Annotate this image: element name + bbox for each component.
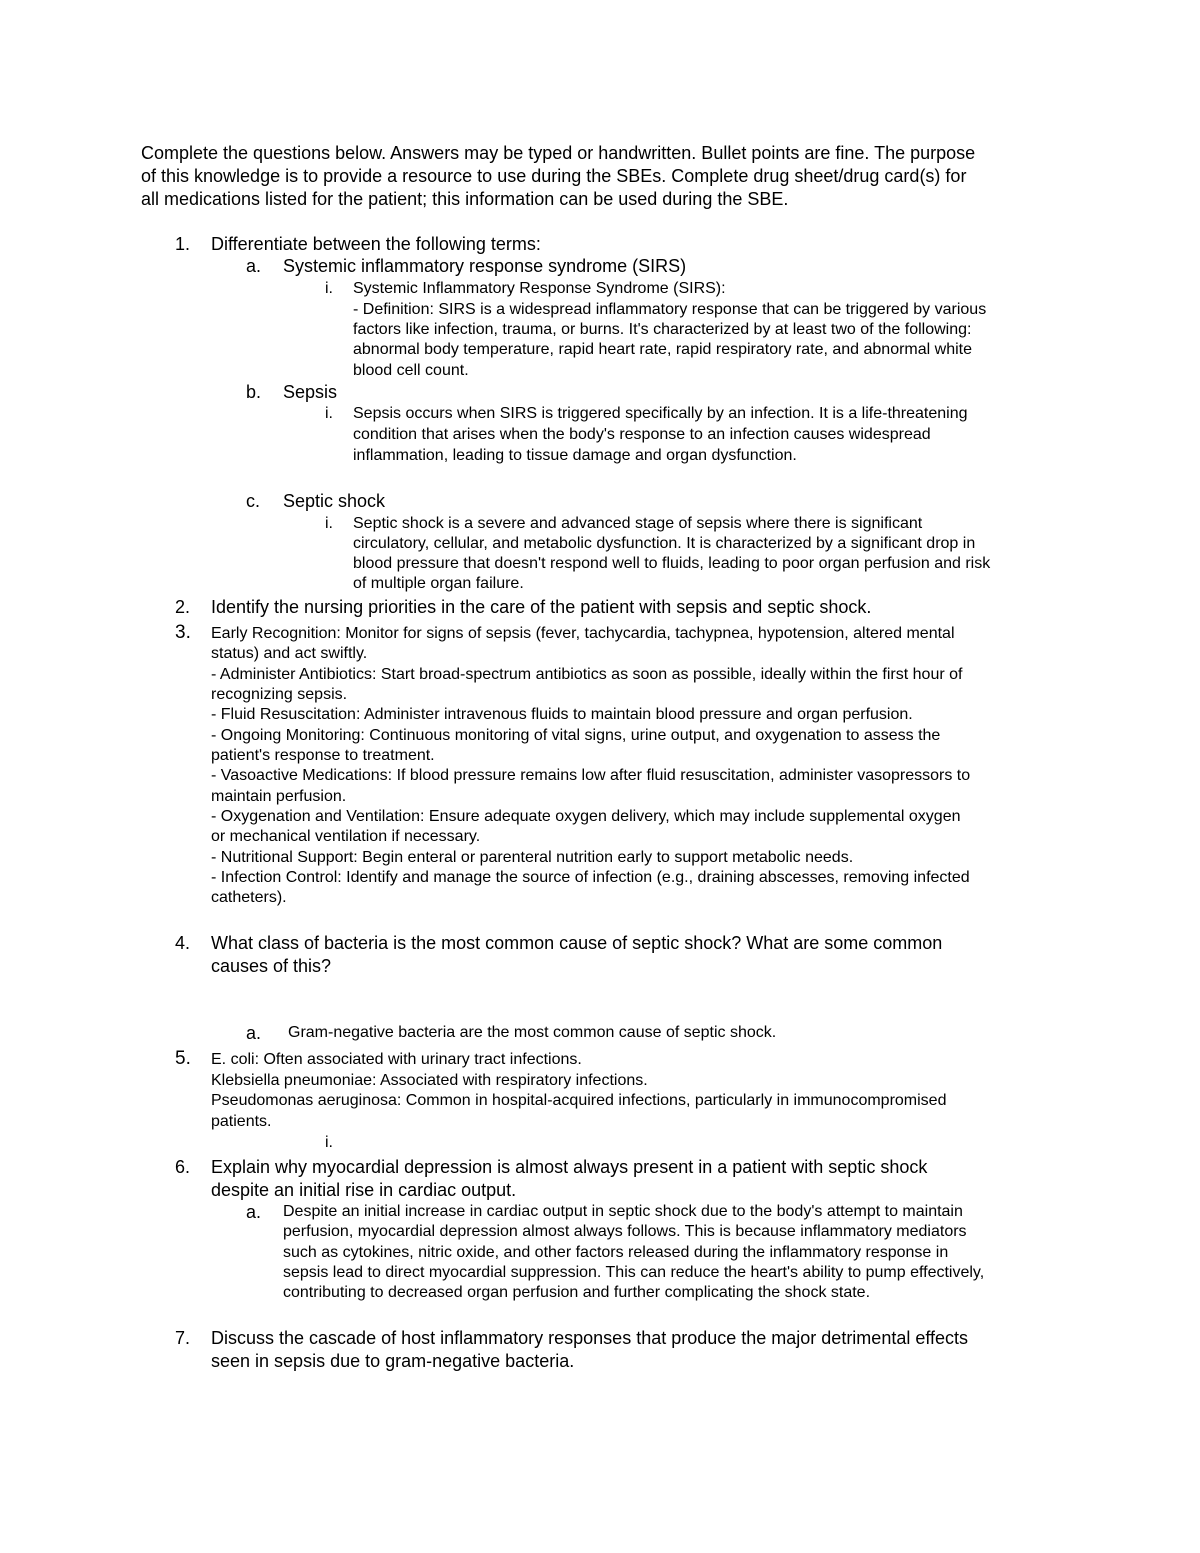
roman-marker: i.: [325, 405, 333, 422]
answer-line: recognizing sepsis.: [211, 686, 348, 703]
question-text: causes of this?: [211, 956, 332, 976]
sub-item-marker: a.: [246, 1202, 262, 1222]
sub-item-marker: c.: [246, 491, 261, 511]
question-number: 6.: [175, 1157, 191, 1177]
question-text: Discuss the cascade of host inflammatory responses that produce the major detrimental effects: [211, 1328, 969, 1348]
answer-line: circulatory, cellular, and metabolic dysfunction. It is characterized by a significant drop in: [353, 535, 976, 552]
question-text: Differentiate between the following terms:: [211, 234, 541, 254]
answer-line: condition that arises when the body's response to an infection causes widespread: [353, 426, 931, 443]
answer-line: Despite an initial increase in cardiac output in septic shock due to the body's attempt to maintain: [283, 1203, 963, 1220]
answer-line: catheters).: [211, 889, 287, 906]
answer-line: E. coli: Often associated with urinary tract infections.: [211, 1051, 582, 1068]
answer-line: blood pressure that doesn't respond well to fluids, leading to poor organ perfusion and risk: [353, 555, 991, 572]
sub-item-marker: b.: [246, 382, 262, 402]
answer-line: - Oxygenation and Ventilation: Ensure adequate oxygen delivery, which may include supplemental oxygen: [211, 808, 961, 825]
question-text: Identify the nursing priorities in the care of the patient with sepsis and septic shock.: [211, 597, 872, 617]
sub-item-text: Systemic inflammatory response syndrome (SIRS): [283, 256, 687, 276]
sub-item-marker: a.: [246, 1023, 262, 1043]
answer-line: contributing to decreased organ perfusion and further complicating the shock state.: [283, 1284, 871, 1301]
answer-line: such as cytokines, nitric oxide, and other factors released during the inflammatory response in: [283, 1244, 949, 1261]
answer-line: factors like infection, trauma, or burns. It's characterized by at least two of the following:: [353, 321, 972, 338]
question-number: 2.: [175, 597, 191, 617]
intro-line: all medications listed for the patient; this information can be used during the SBE.: [141, 189, 789, 209]
answer-line: of multiple organ failure.: [353, 575, 524, 592]
answer-line: Klebsiella pneumoniae: Associated with respiratory infections.: [211, 1072, 648, 1089]
answer-line: blood cell count.: [353, 362, 469, 379]
question-number: 4.: [175, 933, 191, 953]
roman-marker: i.: [325, 280, 333, 297]
answer-line: Gram-negative bacteria are the most common cause of septic shock.: [288, 1024, 777, 1041]
answer-line: abnormal body temperature, rapid heart rate, rapid respiratory rate, and abnormal white: [353, 341, 972, 358]
roman-marker: i.: [325, 515, 333, 532]
answer-line: status) and act swiftly.: [211, 645, 368, 662]
answer-line: sepsis lead to direct myocardial suppression. This can reduce the heart's ability to pump effectively,: [283, 1264, 985, 1281]
answer-line: - Ongoing Monitoring: Continuous monitoring of vital signs, urine output, and oxygenation to assess the: [211, 727, 941, 744]
answer-line: Early Recognition: Monitor for signs of sepsis (fever, tachycardia, tachypnea, hypotension, altered mental: [211, 625, 955, 642]
answer-line: maintain perfusion.: [211, 788, 347, 805]
sub-item-text: Septic shock: [283, 491, 386, 511]
question-text: Explain why myocardial depression is almost always present in a patient with septic shock: [211, 1157, 928, 1177]
answer-line: perfusion, myocardial depression almost always follows. This is because inflammatory mediators: [283, 1223, 967, 1240]
sub-item-text: Sepsis: [283, 382, 338, 402]
intro-line: Complete the questions below. Answers may be typed or handwritten. Bullet points are fine. The purpose: [141, 143, 976, 163]
question-number: 5.: [175, 1048, 191, 1069]
answer-line: - Nutritional Support: Begin enteral or parenteral nutrition early to support metabolic needs.: [211, 849, 854, 866]
question-number: 1.: [175, 234, 191, 254]
answer-line: patients.: [211, 1113, 272, 1130]
answer-line: Sepsis occurs when SIRS is triggered specifically by an infection. It is a life-threatening: [353, 405, 968, 422]
question-text: despite an initial rise in cardiac output.: [211, 1180, 517, 1200]
answer-line: - Fluid Resuscitation: Administer intravenous fluids to maintain blood pressure and organ perfusion.: [211, 706, 913, 723]
roman-marker: i.: [325, 1134, 333, 1151]
answer-line: - Vasoactive Medications: If blood pressure remains low after fluid resuscitation, administer vasopressors to: [211, 767, 971, 784]
question-text: What class of bacteria is the most common cause of septic shock? What are some common: [211, 933, 943, 953]
intro-line: of this knowledge is to provide a resource to use during the SBEs. Complete drug sheet/drug card(s) for: [141, 166, 967, 186]
question-number: 7.: [175, 1328, 191, 1348]
answer-line: inflammation, leading to tissue damage and organ dysfunction.: [353, 447, 797, 464]
question-number: 3.: [175, 622, 191, 643]
answer-line: - Administer Antibiotics: Start broad-spectrum antibiotics as soon as possible, ideally within the first hour of: [211, 666, 963, 683]
answer-line: - Definition: SIRS is a widespread inflammatory response that can be triggered by various: [353, 301, 987, 318]
sub-item-marker: a.: [246, 256, 262, 276]
answer-line: Systemic Inflammatory Response Syndrome (SIRS):: [353, 280, 726, 297]
answer-line: - Infection Control: Identify and manage the source of infection (e.g., draining abscesses, removing infected: [211, 869, 970, 886]
question-text: seen in sepsis due to gram-negative bacteria.: [211, 1351, 575, 1371]
answer-line: or mechanical ventilation if necessary.: [211, 828, 481, 845]
answer-line: patient's response to treatment.: [211, 747, 435, 764]
answer-line: Pseudomonas aeruginosa: Common in hospital-acquired infections, particularly in immunocompromised: [211, 1092, 947, 1109]
answer-line: Septic shock is a severe and advanced stage of sepsis where there is significant: [353, 515, 923, 532]
